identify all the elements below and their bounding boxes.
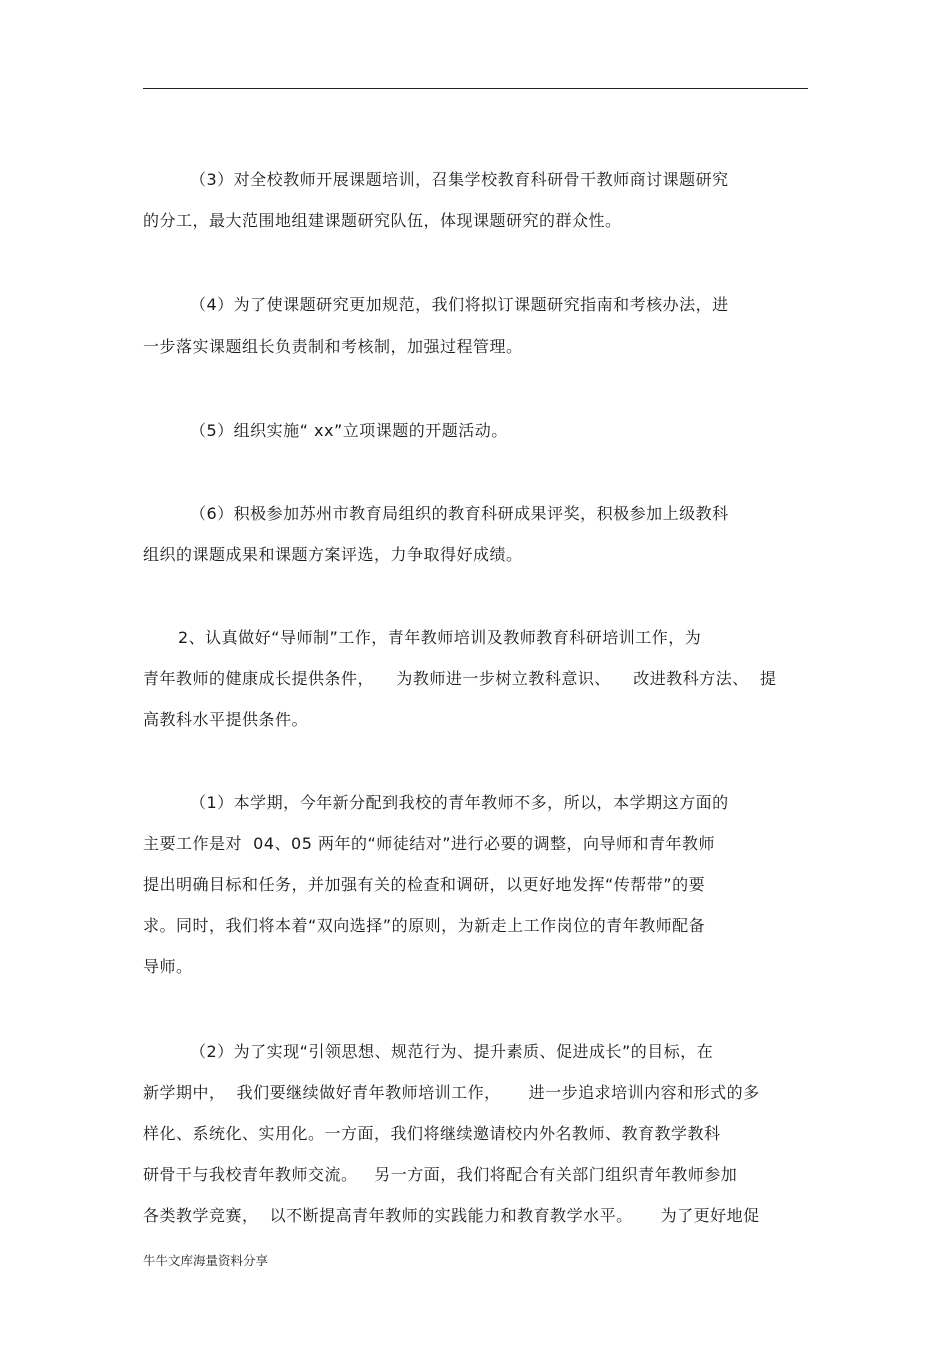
paragraph-7-line-4: 研骨干与我校青年教师交流。 另一方面，我们将配合有关部门组织青年教师参加 [143, 1165, 738, 1184]
paragraph-6-line-3: 提出明确目标和任务，并加强有关的检查和调研，以更好地发挥“传帮带”的要 [143, 875, 706, 894]
paragraph-7-line-5: 各类教学竞赛， 以不断提高青年教师的实践能力和教育教学水平。 为了更好地促 [143, 1206, 760, 1225]
paragraph-3-line-1: （5）组织实施“ xx”立项课题的开题活动。 [190, 421, 508, 440]
paragraph-6-line-2: 主要工作是对 04、05 两年的“师徒结对”进行必要的调整，向导师和青年教师 [143, 834, 716, 853]
paragraph-5-line-1: 2、认真做好“导师制”工作，青年教师培训及教师教育科研培训工作，为 [178, 628, 702, 647]
paragraph-7-line-1: （2）为了实现“引领思想、规范行为、提升素质、促进成长”的目标，在 [190, 1042, 714, 1061]
page-footer: 牛牛文库海量资料分享 [143, 1253, 269, 1268]
paragraph-5-line-3: 高教科水平提供条件。 [143, 710, 309, 729]
paragraph-7-line-3: 样化、系统化、实用化。一方面，我们将继续邀请校内外名教师、教育教学教科 [143, 1124, 721, 1143]
paragraph-2-line-2: 一步落实课题组长负责制和考核制，加强过程管理。 [143, 337, 523, 356]
paragraph-1-line-1: （3）对全校教师开展课题培训，召集学校教育科研骨干教师商讨课题研究 [190, 170, 729, 189]
paragraph-6-line-4: 求。同时，我们将本着“双向选择”的原则，为新走上工作岗位的青年教师配备 [143, 916, 706, 935]
paragraph-5-line-2: 青年教师的健康成长提供条件， 为教师进一步树立教科意识、 改进教科方法、 提 [143, 669, 777, 688]
paragraph-7-line-2: 新学期中， 我们要继续做好青年教师培训工作， 进一步追求培训内容和形式的多 [143, 1083, 760, 1102]
paragraph-6-line-5: 导师。 [143, 957, 193, 976]
paragraph-2-line-1: （4）为了使课题研究更加规范，我们将拟订课题研究指南和考核办法，进 [190, 295, 729, 314]
paragraph-6-line-1: （1）本学期，今年新分配到我校的青年教师不多，所以，本学期这方面的 [190, 793, 729, 812]
header-rule [143, 88, 808, 89]
paragraph-1-line-2: 的分工，最大范围地组建课题研究队伍，体现课题研究的群众性。 [143, 211, 622, 230]
paragraph-4-line-1: （6）积极参加苏州市教育局组织的教育科研成果评奖，积极参加上级教科 [190, 504, 729, 523]
paragraph-4-line-2: 组织的课题成果和课题方案评选，力争取得好成绩。 [143, 545, 523, 564]
